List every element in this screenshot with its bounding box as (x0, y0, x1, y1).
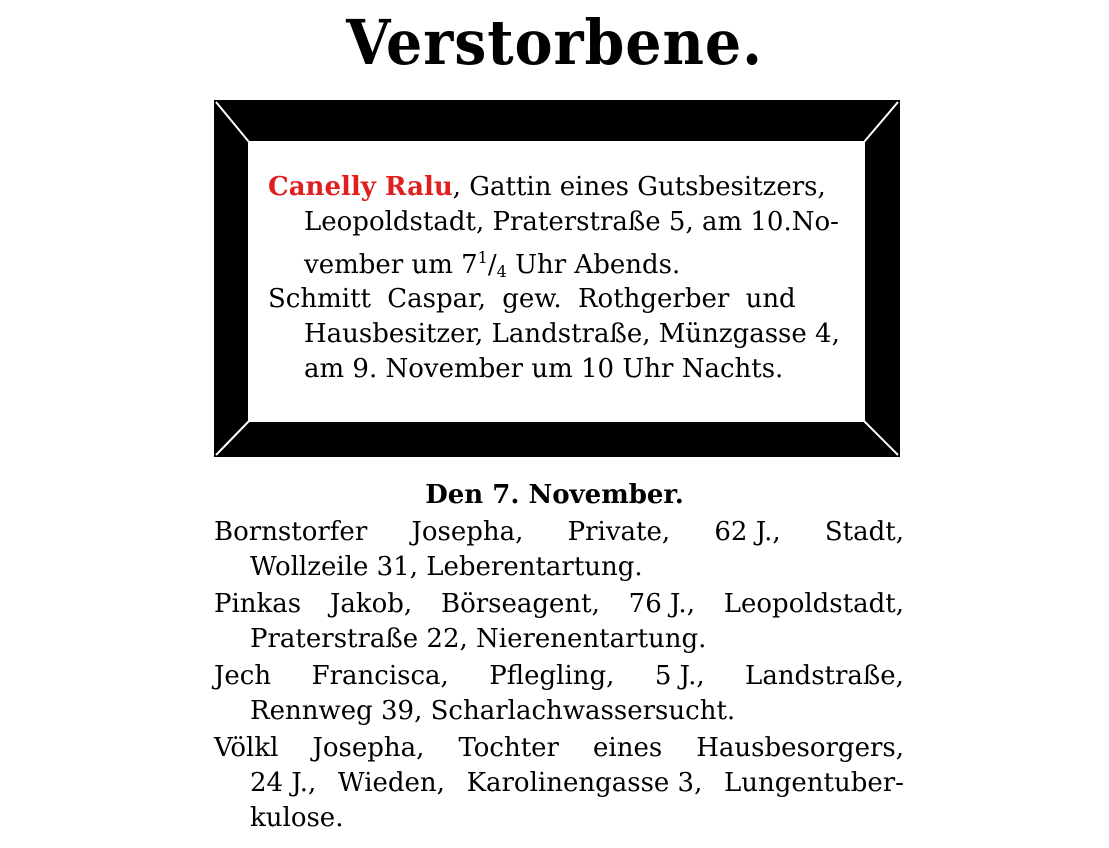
box-entry-1-line-1 (268, 170, 850, 205)
word: Lungentuber- (724, 768, 904, 798)
list-entry-4-line-3: kulose. (250, 803, 344, 833)
word: Wieden, (337, 768, 445, 798)
word: Pinkas (214, 589, 302, 619)
fraction-denominator: 4 (496, 262, 507, 281)
word: Landstraße, (745, 661, 904, 691)
word: Stadt, (824, 517, 904, 547)
list-entry-2 (214, 587, 904, 657)
box-entry-1-line-1-rest: , Gattin eines Gutsbesitzers, (452, 172, 826, 202)
word: Bornstorfer (214, 517, 368, 547)
word: Leopoldstadt, (723, 589, 904, 619)
page-title: Verstorbene. (346, 6, 763, 79)
word: Karolinengasse 3, (466, 768, 703, 798)
word: Börseagent, (440, 589, 600, 619)
box-entry-2-line-3: am 9. November um 10 Uhr Nachts. (304, 354, 784, 384)
line3-pre: vember um 7 (304, 250, 478, 280)
box-entry-2 (268, 282, 850, 387)
word: Jakob, (329, 589, 413, 619)
word: 5 J., (654, 661, 705, 691)
word: Francisca, (311, 661, 449, 691)
word: Private, (567, 517, 671, 547)
word: Hausbesorgers, (696, 733, 904, 763)
list-entry-1 (214, 515, 904, 585)
box-entry-2-line-1: Schmitt Caspar, gew. Rothgerber und (268, 284, 796, 314)
word: Pflegling, (489, 661, 615, 691)
highlighted-name: Canelly Ralu (268, 172, 453, 202)
list-entry-1-line-1 (214, 515, 904, 550)
word: 62 J., (714, 517, 781, 547)
word: eines (593, 733, 663, 763)
fraction-slash: / (487, 250, 497, 280)
list-entry-1-line-2: Wollzeile 31, Leberentartung. (250, 552, 643, 582)
list-entry-3-line-1 (214, 659, 904, 694)
fraction-numerator: 1 (477, 248, 488, 267)
word: Josepha, (411, 517, 524, 547)
list-entry-2-line-2: Praterstraße 22, Nierenentartung. (250, 624, 707, 654)
box-entry-2-line-2: Hausbesitzer, Landstraße, Münzgasse 4, (304, 319, 840, 349)
section-date-heading: Den 7. November. (425, 480, 684, 510)
line3-post: Uhr Abends. (506, 250, 681, 280)
list-entry-4-line-1 (214, 731, 904, 766)
word: Völkl (214, 733, 279, 763)
list-entry-4 (214, 731, 904, 836)
list-entry-3 (214, 659, 904, 729)
word: Josepha, (312, 733, 425, 763)
list-entry-4-line-2 (214, 766, 904, 801)
word: Tochter (458, 733, 559, 763)
list-entry-3-line-2: Rennweg 39, Scharlachwassersucht. (250, 696, 736, 726)
word: 76 J., (628, 589, 695, 619)
box-entry-1 (268, 170, 850, 289)
box-entry-1-line-2: Leopoldstadt, Praterstraße 5, am 10.No- (304, 207, 839, 237)
list-entry-2-line-1 (214, 587, 904, 622)
word: Jech (214, 661, 272, 691)
word: 24 J., (250, 768, 317, 798)
